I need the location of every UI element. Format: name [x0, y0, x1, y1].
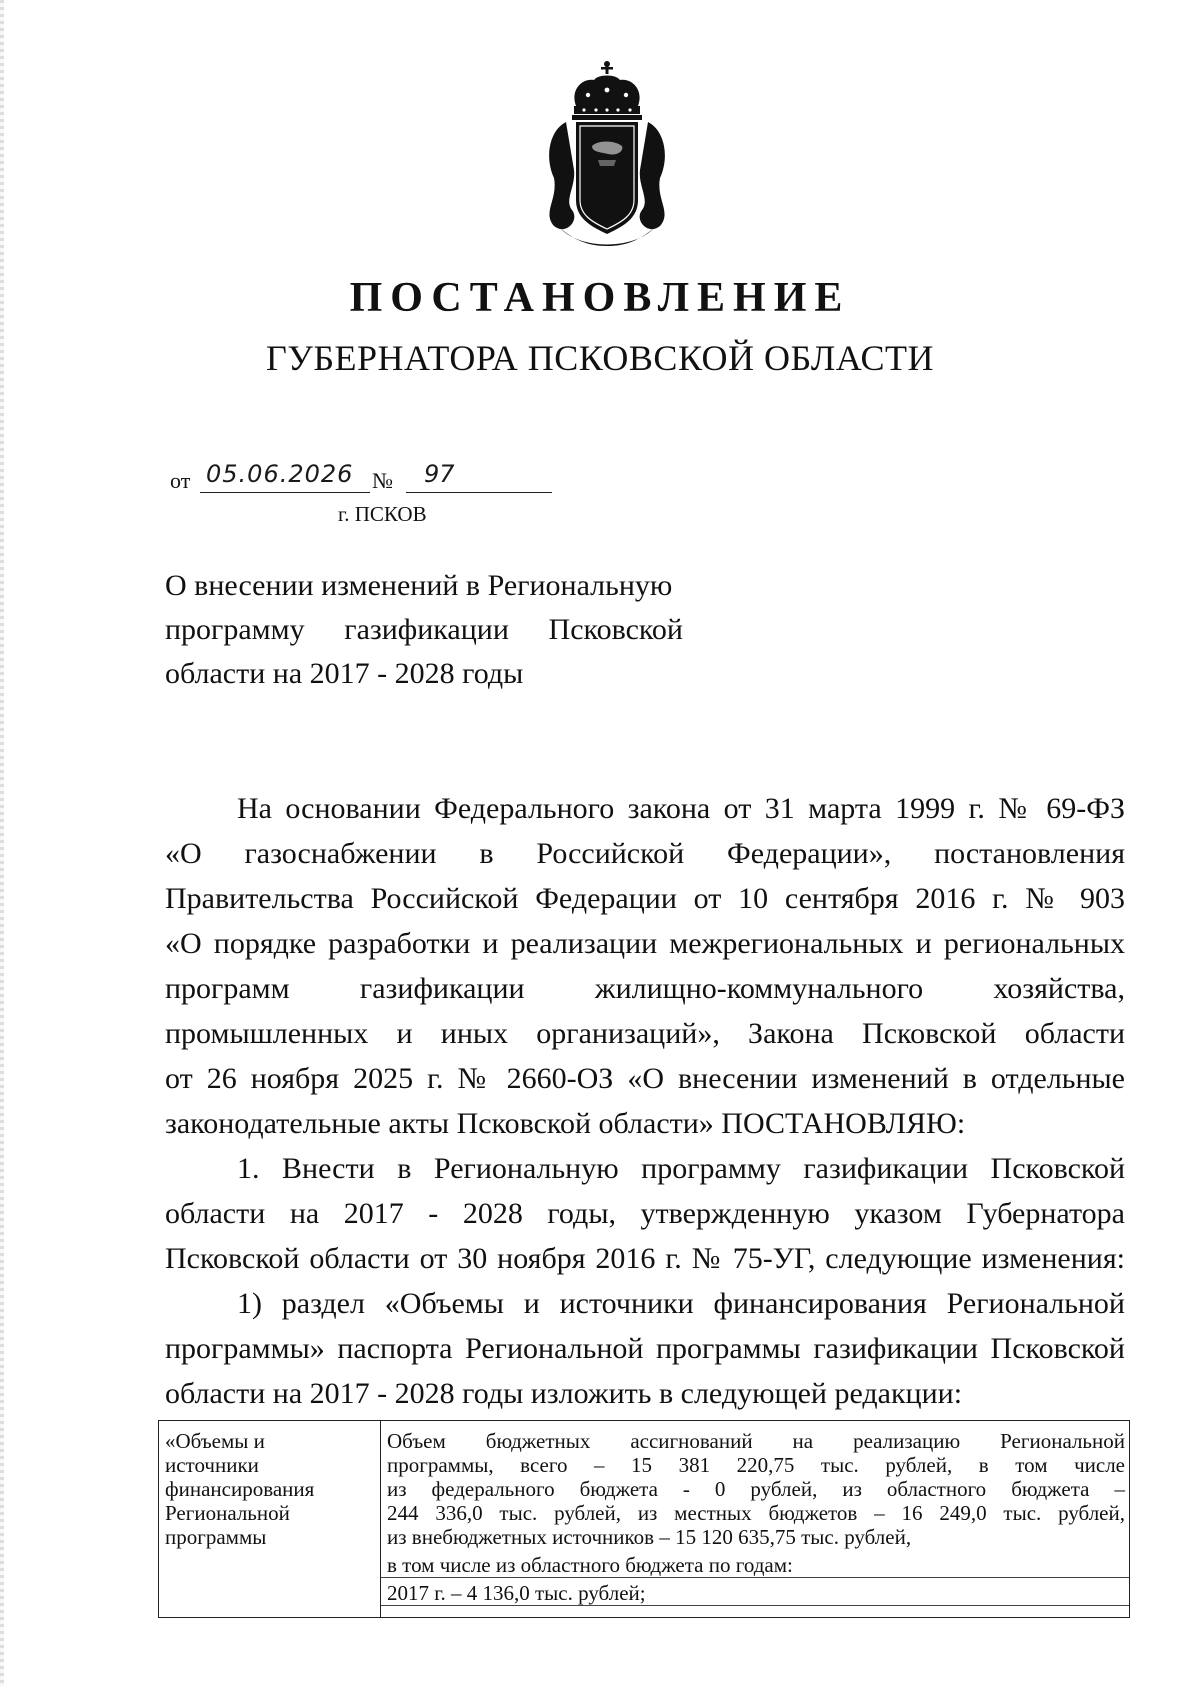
body-line: На основании Федерального закона от 31 марта 1999 г. № 69-ФЗ [237, 792, 1125, 825]
table-heading-line: «Объемы и [165, 1429, 265, 1453]
document-number: 97 [424, 460, 455, 488]
table-value-line: из федерального бюджета - 0 рублей, из областного бюджета – [387, 1477, 1125, 1501]
body-line: законодательные акты Псковской области» ПОСТАНОВЛЯЮ: [165, 1107, 966, 1140]
body-line: промышленных и иных организаций», Закона Псковской области [165, 1017, 1125, 1050]
subject-line: О внесении изменений в Региональную [165, 569, 673, 602]
scan-edge [0, 0, 4, 1686]
financing-table-heading-cell [159, 1421, 381, 1617]
table-value-line: в том числе из областного бюджета по годам: [387, 1553, 793, 1577]
table-value-line: 2017 г. – 4 136,0 тыс. рублей; [387, 1581, 646, 1605]
body-line: Правительства Российской Федерации от 10 сентября 2016 г. № 903 [165, 882, 1125, 915]
document-subject [165, 564, 683, 696]
table-heading-line: финансирования [165, 1477, 315, 1501]
document-city: г. ПСКОВ [338, 502, 427, 526]
table-value-line: Объем бюджетных ассигнований на реализацию Региональной [387, 1429, 1125, 1453]
subject-line: программу газификации Псковской [165, 613, 683, 646]
document-issuer: ГУБЕРНАТОРА ПСКОВСКОЙ ОБЛАСТИ [266, 338, 934, 378]
table-heading-line: программы [165, 1525, 267, 1549]
number-prefix: № [372, 468, 393, 493]
table-value-line: программы, всего – 15 381 220,75 тыс. рублей, в том числе [387, 1453, 1125, 1477]
body-line: Псковской области от 30 ноября 2016 г. № 75-УГ, следующие изменения: [165, 1242, 1125, 1275]
body-line: программ газификации жилищно-коммунального хозяйства, [165, 972, 1125, 1005]
body-line: от 26 ноября 2025 г. № 2660-ОЗ «О внесении изменений в отдельные [165, 1062, 1125, 1095]
financing-table-value-cell [381, 1421, 1129, 1617]
body-line: программы» паспорта Региональной программы газификации Псковской [165, 1332, 1125, 1365]
table-row-divider [381, 1577, 1129, 1578]
body-line: области на 2017 - 2028 годы, утвержденную указом Губернатора [165, 1197, 1125, 1230]
date-prefix: от [170, 468, 191, 493]
body-line: «О газоснабжении в Российской Федерации», постановления [165, 837, 1125, 870]
pskov-coat-of-arms-icon [536, 60, 678, 252]
body-line: «О порядке разработки и реализации межрегиональных и региональных [165, 927, 1125, 960]
subject-line: области на 2017 - 2028 годы [165, 657, 524, 690]
document-title: ПОСТАНОВЛЕНИЕ [349, 275, 851, 321]
document-body [165, 786, 1125, 1416]
body-line: 1) раздел «Объемы и источники финансирования Региональной [237, 1287, 1125, 1320]
date-number-row [170, 462, 570, 496]
table-heading-line: Региональной [165, 1501, 290, 1525]
table-value-line: из внебюджетных источников – 15 120 635,75 тыс. рублей, [387, 1525, 912, 1549]
body-line: 1. Внести в Региональную программу газификации Псковской [237, 1152, 1125, 1185]
table-row-divider [381, 1605, 1129, 1606]
financing-table [158, 1420, 1130, 1618]
table-heading-line: источники [165, 1453, 259, 1477]
body-line: области на 2017 - 2028 годы изложить в следующей редакции: [165, 1377, 963, 1410]
table-value-line: 244 336,0 тыс. рублей, из местных бюджетов – 16 249,0 тыс. рублей, [387, 1501, 1125, 1525]
document-date: 05.06.2026 [206, 460, 354, 488]
